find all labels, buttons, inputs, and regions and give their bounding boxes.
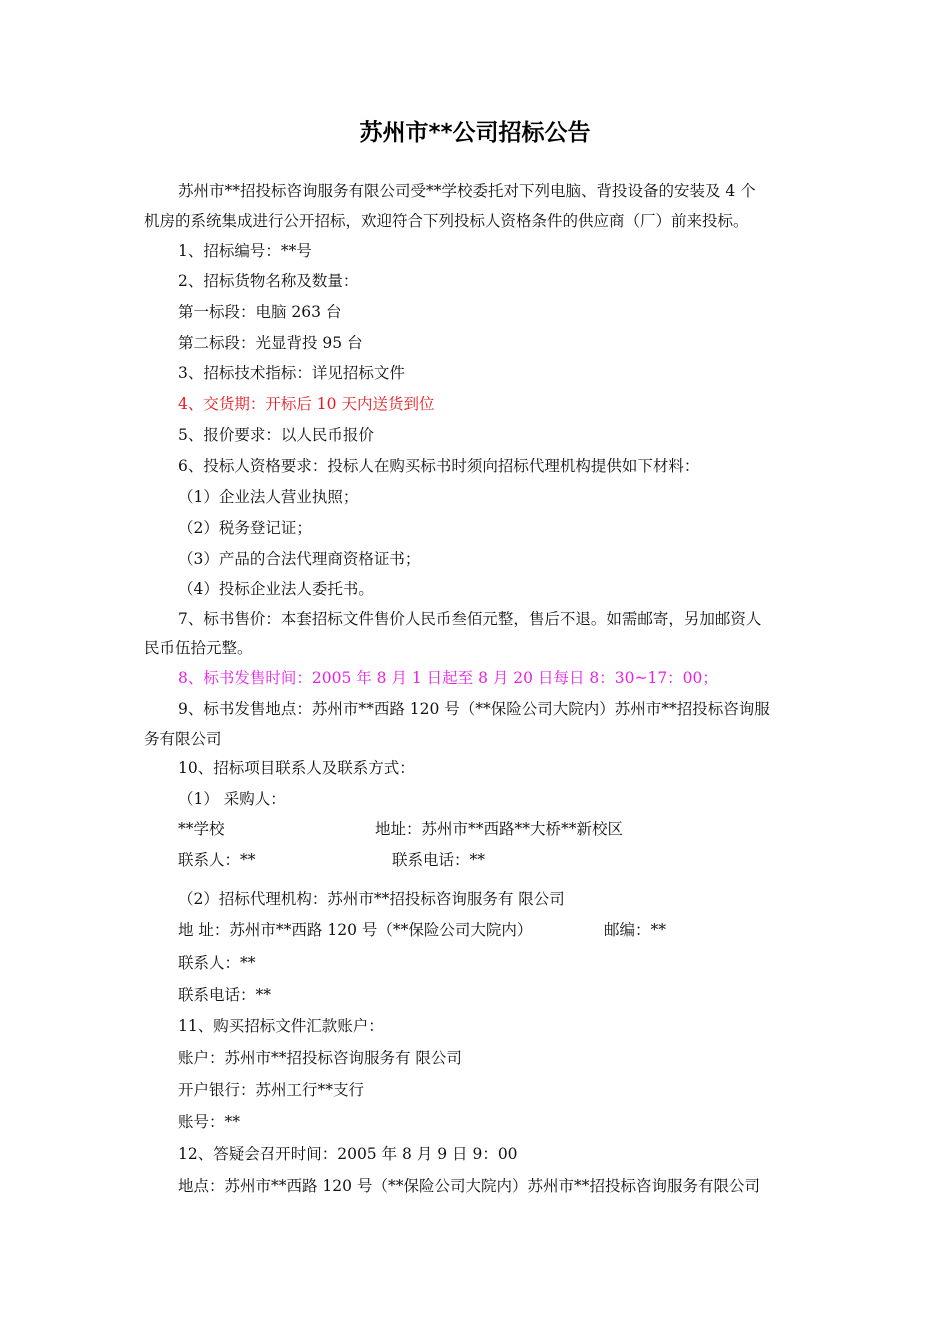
item-2-section-1: 第一标段：电脑 263 台 [178, 303, 342, 321]
document-title: 苏州市**公司招标公告 [359, 120, 591, 146]
item-5: 5、报价要求：以人民币报价 [178, 426, 374, 444]
item-9-line-1: 9、标书发售地点：苏州市**西路 120 号（**保险公司大院内）苏州市**招投标咨询服 [178, 700, 770, 718]
agency-phone: 联系电话：** [178, 986, 272, 1004]
purchaser-name: **学校 [178, 820, 225, 838]
item-7-line-2: 民币伍拾元整。 [144, 639, 253, 657]
purchaser-contact: 联系人：** [178, 851, 256, 869]
agency-address: 地 址：苏州市**西路 120 号（**保险公司大院内） [178, 921, 533, 939]
item-6-material-1: （1）企业法人营业执照； [178, 488, 359, 506]
item-2-section-2: 第二标段：光显背投 95 台 [178, 334, 363, 352]
item-3: 3、招标技术指标：详见招标文件 [178, 364, 405, 382]
intro-line-1: 苏州市**招投标咨询服务有限公司受**学校委托对下列电脑、背投设备的安装及 4 个 [178, 182, 756, 200]
item-11: 11、购买招标文件汇款账户： [178, 1017, 384, 1035]
intro-line-2: 机房的系统集成进行公开招标，欢迎符合下列投标人资格条件的供应商（厂）前来投标。 [144, 212, 749, 230]
item-2: 2、招标货物名称及数量： [178, 272, 359, 290]
agency-contact: 联系人：** [178, 954, 256, 972]
agency-zip: 邮编：** [604, 921, 667, 939]
item-6-material-2: （2）税务登记证； [178, 519, 312, 537]
item-4: 4、交货期：开标后 10 天内送货到位 [178, 395, 435, 413]
item-6: 6、投标人资格要求：投标人在购买标书时须向招标代理机构提供如下材料： [178, 457, 700, 475]
remittance-bank: 开户银行：苏州工行**支行 [178, 1081, 365, 1099]
item-12-place: 地点：苏州市**西路 120 号（**保险公司大院内）苏州市**招投标咨询服务有限公司 [178, 1177, 760, 1195]
purchaser-address: 地址：苏州市**西路**大桥**新校区 [375, 820, 624, 838]
item-10-purchaser: （1） 采购人： [178, 790, 286, 808]
item-6-material-3: （3）产品的合法代理商资格证书； [178, 550, 421, 568]
item-6-material-4: （4）投标企业法人委托书。 [178, 580, 374, 598]
remittance-account-name: 账户：苏州市**招投标咨询服务有 限公司 [178, 1049, 462, 1067]
remittance-account-number: 账号：** [178, 1113, 241, 1131]
item-8: 8、标书发售时间：2005 年 8 月 1 日起至 8 月 20 日每日 8：30~17：00； [178, 669, 718, 687]
purchaser-phone: 联系电话：** [392, 851, 486, 869]
item-10-agency: （2）招标代理机构：苏州市**招投标咨询服务有 限公司 [178, 890, 565, 908]
item-1: 1、招标编号：**号 [178, 242, 312, 260]
item-9-line-2: 务有限公司 [144, 730, 222, 748]
item-10: 10、招标项目联系人及联系方式： [178, 759, 415, 777]
item-12: 12、答疑会召开时间：2005 年 8 月 9 日 9：00 [178, 1145, 518, 1163]
item-7-line-1: 7、标书售价：本套招标文件售价人民币叁佰元整，售后不退。如需邮寄，另加邮资人 [178, 610, 762, 628]
